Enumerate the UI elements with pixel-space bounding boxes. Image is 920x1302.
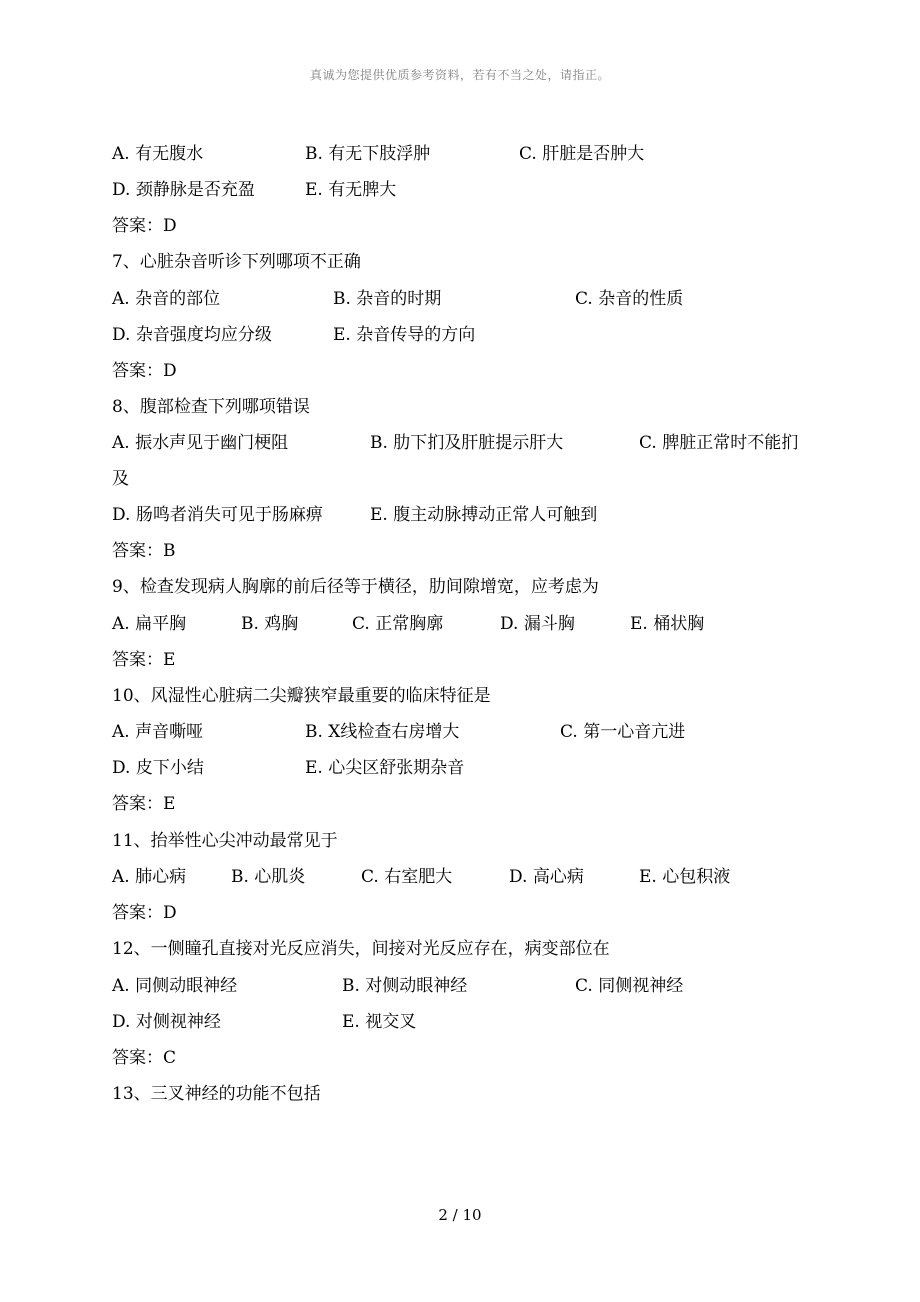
q8-option-d: D. 肠鸣者消失可见于肠麻痹	[112, 505, 323, 525]
q9-answer: 答案：E	[112, 650, 176, 670]
q11-option-c: C. 右室肥大	[361, 867, 453, 887]
q8-option-a: A. 振水声见于幽门梗阻	[112, 433, 289, 453]
q8-option-b: B. 肋下扪及肝脏提示肝大	[370, 433, 564, 453]
q10-option-d: D. 皮下小结	[112, 758, 204, 778]
q11-option-d: D. 高心病	[509, 867, 584, 887]
q10-option-e: E. 心尖区舒张期杂音	[305, 758, 465, 778]
q9-question: 9、检查发现病人胸廓的前后径等于横径，肋间隙增宽，应考虑为	[112, 577, 599, 597]
q10-answer: 答案：E	[112, 794, 176, 814]
q12-question: 12、一侧瞳孔直接对光反应消失，间接对光反应存在，病变部位在	[112, 939, 610, 959]
q10-option-b: B. X线检查右房增大	[305, 722, 460, 742]
q6-option-b: B. 有无下肢浮肿	[305, 144, 431, 164]
q11-question: 11、抬举性心尖冲动最常见于	[112, 831, 338, 851]
q6-option-d: D. 颈静脉是否充盈	[112, 180, 255, 200]
q12-option-d: D. 对侧视神经	[112, 1012, 221, 1032]
q11-option-b: B. 心肌炎	[231, 867, 306, 887]
page-number: 2 / 10	[438, 1206, 482, 1224]
q6-option-a: A. 有无腹水	[112, 144, 204, 164]
q7-option-b: B. 杂音的时期	[333, 289, 442, 309]
q13-question: 13、三叉神经的功能不包括	[112, 1084, 321, 1104]
q8-option-c-wrap: 及	[112, 469, 129, 489]
q12-option-c: C. 同侧视神经	[575, 976, 684, 996]
q7-option-c: C. 杂音的性质	[575, 289, 684, 309]
q6-answer: 答案：D	[112, 216, 177, 236]
q8-option-c: C. 脾脏正常时不能扪	[639, 433, 799, 453]
q6-option-e: E. 有无脾大	[305, 180, 397, 200]
q9-option-b: B. 鸡胸	[241, 614, 299, 634]
q7-option-d: D. 杂音强度均应分级	[112, 325, 272, 345]
q10-option-c: C. 第一心音亢进	[560, 722, 686, 742]
q12-option-a: A. 同侧动眼神经	[112, 976, 238, 996]
q11-option-e: E. 心包积液	[639, 867, 731, 887]
q12-option-b: B. 对侧动眼神经	[342, 976, 468, 996]
q7-option-e: E. 杂音传导的方向	[333, 325, 476, 345]
q7-answer: 答案：D	[112, 361, 177, 381]
q7-question: 7、心脏杂音听诊下列哪项不正确	[112, 252, 361, 272]
q12-answer: 答案：C	[112, 1048, 177, 1068]
q9-option-a: A. 扁平胸	[112, 614, 187, 634]
q9-option-c: C. 正常胸廓	[352, 614, 444, 634]
q8-question: 8、腹部检查下列哪项错误	[112, 397, 310, 417]
q11-option-a: A. 肺心病	[112, 867, 187, 887]
page-header: 真诚为您提供优质参考资料，若有不当之处，请指正。	[309, 68, 610, 82]
q9-option-d: D. 漏斗胸	[500, 614, 575, 634]
q12-option-e: E. 视交叉	[342, 1012, 417, 1032]
q10-option-a: A. 声音嘶哑	[112, 722, 204, 742]
q8-option-e: E. 腹主动脉搏动正常人可触到	[370, 505, 598, 525]
q6-option-c: C. 肝脏是否肿大	[519, 144, 645, 164]
q11-answer: 答案：D	[112, 903, 177, 923]
q10-question: 10、风湿性心脏病二尖瓣狭窄最重要的临床特征是	[112, 686, 491, 706]
q9-option-e: E. 桶状胸	[630, 614, 705, 634]
q7-option-a: A. 杂音的部位	[112, 289, 221, 309]
q8-answer: 答案：B	[112, 541, 176, 561]
